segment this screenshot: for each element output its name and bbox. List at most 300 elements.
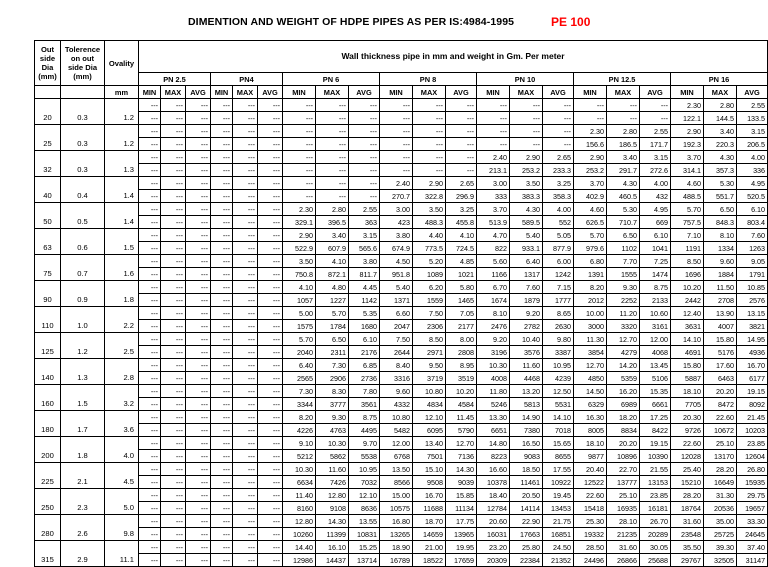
- thickness-cell: 3.50: [413, 203, 446, 216]
- weight-cell: 5176: [704, 346, 737, 359]
- weight-cell: ---: [161, 502, 186, 515]
- weight-cell: 6095: [413, 424, 446, 437]
- weight-cell: ---: [139, 242, 161, 255]
- weight-cell: ---: [161, 190, 186, 203]
- weight-cell: 314.1: [671, 164, 704, 177]
- thickness-cell: 10.20: [671, 281, 704, 294]
- table-row-thickness: [35, 99, 768, 112]
- tolerence-cell: 1.3: [61, 359, 105, 385]
- weight-cell: 21352: [543, 554, 574, 567]
- thickness-cell: ---: [161, 307, 186, 320]
- tolerence-cell: 0.7: [61, 255, 105, 281]
- thickness-cell: 3.15: [640, 151, 671, 164]
- thickness-cell: 14.80: [477, 437, 510, 450]
- weight-cell: 4936: [737, 346, 768, 359]
- weight-cell: 2176: [349, 346, 380, 359]
- header-avg: AVG: [446, 86, 477, 99]
- thickness-cell: ---: [380, 125, 413, 138]
- weight-cell: ---: [258, 112, 283, 125]
- thickness-cell: 7.70: [607, 255, 640, 268]
- weight-cell: 872.1: [316, 268, 349, 281]
- weight-cell: 16789: [380, 554, 413, 567]
- weight-cell: ---: [477, 112, 510, 125]
- outside-dia-cell: 50: [35, 203, 61, 229]
- thickness-cell: ---: [161, 99, 186, 112]
- weight-cell: ---: [139, 112, 161, 125]
- thickness-cell: 10.30: [316, 437, 349, 450]
- thickness-cell: 16.30: [574, 411, 607, 424]
- tolerence-cell: 1.2: [61, 333, 105, 359]
- thickness-cell: 10.95: [543, 359, 574, 372]
- weight-cell: 11461: [510, 476, 543, 489]
- thickness-cell: 6.40: [510, 255, 543, 268]
- weight-cell: 13265: [380, 528, 413, 541]
- header-ovality: Ovality: [105, 41, 139, 86]
- table-row-weight: [35, 424, 768, 437]
- thickness-cell: 8.10: [704, 229, 737, 242]
- table-row-weight: [35, 216, 768, 229]
- thickness-cell: 3.50: [283, 255, 316, 268]
- weight-cell: 24645: [737, 528, 768, 541]
- weight-cell: 1777: [543, 294, 574, 307]
- weight-cell: 674.9: [380, 242, 413, 255]
- ovality-cell: 2.5: [105, 333, 139, 359]
- thickness-cell: 19.45: [543, 489, 574, 502]
- weight-cell: ---: [186, 320, 211, 333]
- header-max: MAX: [233, 86, 258, 99]
- weight-cell: 206.5: [737, 138, 768, 151]
- weight-cell: 133.5: [737, 112, 768, 125]
- thickness-cell: 9.30: [316, 411, 349, 424]
- weight-cell: 10378: [477, 476, 510, 489]
- thickness-cell: 9.20: [510, 307, 543, 320]
- weight-cell: ---: [233, 528, 258, 541]
- thickness-cell: 6.80: [574, 255, 607, 268]
- tolerence-cell: 0.3: [61, 151, 105, 177]
- table-row-weight: [35, 398, 768, 411]
- weight-cell: ---: [510, 112, 543, 125]
- table-row-thickness: [35, 437, 768, 450]
- thickness-cell: 25.10: [704, 437, 737, 450]
- thickness-cell: 4.00: [543, 203, 574, 216]
- thickness-cell: 10.00: [574, 307, 607, 320]
- weight-cell: 2565: [283, 372, 316, 385]
- thickness-cell: 12.00: [640, 333, 671, 346]
- weight-cell: ---: [316, 190, 349, 203]
- weight-cell: ---: [258, 372, 283, 385]
- thickness-cell: 22.90: [510, 515, 543, 528]
- weight-cell: ---: [316, 138, 349, 151]
- weight-cell: 8422: [640, 424, 671, 437]
- weight-cell: 358.3: [543, 190, 574, 203]
- weight-cell: ---: [139, 554, 161, 567]
- weight-cell: 5790: [446, 424, 477, 437]
- weight-cell: ---: [574, 112, 607, 125]
- thickness-cell: ---: [316, 125, 349, 138]
- thickness-cell: 14.40: [283, 541, 316, 554]
- ovality-cell: 1.2: [105, 99, 139, 125]
- thickness-cell: 2.55: [349, 203, 380, 216]
- thickness-cell: 7.05: [446, 307, 477, 320]
- thickness-cell: ---: [161, 333, 186, 346]
- weight-cell: ---: [161, 372, 186, 385]
- header-avg: AVG: [349, 86, 380, 99]
- weight-cell: 3387: [543, 346, 574, 359]
- weight-cell: ---: [233, 320, 258, 333]
- weight-cell: 24496: [574, 554, 607, 567]
- thickness-cell: ---: [186, 229, 211, 242]
- weight-cell: ---: [139, 294, 161, 307]
- thickness-cell: 24.50: [543, 541, 574, 554]
- weight-cell: ---: [139, 372, 161, 385]
- thickness-cell: 35.50: [671, 541, 704, 554]
- table-row-weight: [35, 528, 768, 541]
- title-row: [0, 16, 768, 30]
- weight-cell: ---: [446, 164, 477, 177]
- thickness-cell: ---: [258, 99, 283, 112]
- weight-cell: 2808: [446, 346, 477, 359]
- thickness-cell: ---: [211, 515, 233, 528]
- thickness-cell: ---: [161, 359, 186, 372]
- weight-cell: 8834: [607, 424, 640, 437]
- weight-cell: ---: [211, 294, 233, 307]
- weight-cell: 2782: [510, 320, 543, 333]
- tolerence-cell: 1.7: [61, 411, 105, 437]
- thickness-cell: 5.80: [446, 281, 477, 294]
- thickness-cell: 8.10: [477, 307, 510, 320]
- weight-cell: ---: [446, 138, 477, 151]
- table-row-weight: [35, 476, 768, 489]
- thickness-cell: ---: [211, 463, 233, 476]
- weight-cell: ---: [258, 294, 283, 307]
- weight-cell: 2012: [574, 294, 607, 307]
- weight-cell: 192.3: [671, 138, 704, 151]
- header-max: MAX: [413, 86, 446, 99]
- thickness-cell: 20.40: [574, 463, 607, 476]
- thickness-cell: ---: [161, 463, 186, 476]
- weight-cell: ---: [258, 138, 283, 151]
- thickness-cell: ---: [380, 151, 413, 164]
- thickness-cell: ---: [233, 359, 258, 372]
- weight-cell: 13965: [446, 528, 477, 541]
- weight-cell: ---: [161, 242, 186, 255]
- thickness-cell: 23.20: [477, 541, 510, 554]
- weight-cell: ---: [258, 346, 283, 359]
- pipe-spec-body: [35, 99, 768, 567]
- thickness-cell: ---: [233, 177, 258, 190]
- thickness-cell: 3.40: [607, 151, 640, 164]
- weight-cell: 6661: [640, 398, 671, 411]
- thickness-cell: 3.70: [574, 177, 607, 190]
- weight-cell: 5212: [283, 450, 316, 463]
- weight-cell: ---: [233, 112, 258, 125]
- weight-cell: 933.1: [510, 242, 543, 255]
- thickness-cell: ---: [233, 411, 258, 424]
- weight-cell: ---: [233, 242, 258, 255]
- thickness-cell: 15.85: [446, 489, 477, 502]
- thickness-cell: ---: [233, 489, 258, 502]
- thickness-cell: 5.60: [477, 255, 510, 268]
- outside-dia-cell: 160: [35, 385, 61, 411]
- thickness-cell: ---: [139, 463, 161, 476]
- thickness-cell: 18.50: [510, 463, 543, 476]
- weight-cell: 25688: [640, 554, 671, 567]
- header-row-pn: [35, 73, 768, 86]
- weight-cell: ---: [161, 476, 186, 489]
- weight-cell: 13777: [607, 476, 640, 489]
- thickness-cell: ---: [211, 99, 233, 112]
- ovality-cell: 9.8: [105, 515, 139, 541]
- thickness-cell: 18.10: [574, 437, 607, 450]
- table-row-thickness: [35, 463, 768, 476]
- thickness-cell: ---: [161, 437, 186, 450]
- thickness-cell: 3.70: [671, 151, 704, 164]
- weight-cell: 4279: [607, 346, 640, 359]
- thickness-cell: 6.10: [349, 333, 380, 346]
- thickness-cell: ---: [211, 125, 233, 138]
- thickness-cell: 12.70: [446, 437, 477, 450]
- outside-dia-cell: 20: [35, 99, 61, 125]
- weight-cell: ---: [161, 320, 186, 333]
- weight-cell: ---: [139, 502, 161, 515]
- weight-cell: 7136: [446, 450, 477, 463]
- weight-cell: 626.5: [574, 216, 607, 229]
- thickness-cell: 17.25: [640, 411, 671, 424]
- table-row-thickness: [35, 489, 768, 502]
- thickness-cell: 13.40: [413, 437, 446, 450]
- thickness-cell: ---: [607, 99, 640, 112]
- thickness-cell: 13.15: [737, 307, 768, 320]
- thickness-cell: 12.80: [283, 515, 316, 528]
- thickness-cell: 9.80: [543, 333, 574, 346]
- thickness-cell: 8.95: [446, 359, 477, 372]
- thickness-cell: ---: [186, 203, 211, 216]
- weight-cell: ---: [477, 138, 510, 151]
- tolerence-cell: 2.6: [61, 515, 105, 541]
- weight-cell: 10922: [543, 476, 574, 489]
- header-avg: AVG: [186, 86, 211, 99]
- thickness-cell: 25.80: [510, 541, 543, 554]
- weight-cell: ---: [139, 138, 161, 151]
- thickness-cell: 6.70: [477, 281, 510, 294]
- thickness-cell: 6.10: [640, 229, 671, 242]
- weight-cell: ---: [186, 398, 211, 411]
- thickness-cell: 16.70: [413, 489, 446, 502]
- weight-cell: 23548: [671, 528, 704, 541]
- thickness-cell: 6.40: [283, 359, 316, 372]
- thickness-cell: 22.60: [704, 411, 737, 424]
- thickness-cell: ---: [211, 411, 233, 424]
- weight-cell: 10203: [737, 424, 768, 437]
- weight-cell: 322.8: [413, 190, 446, 203]
- thickness-cell: 8.20: [574, 281, 607, 294]
- weight-cell: ---: [211, 268, 233, 281]
- weight-cell: 1391: [574, 268, 607, 281]
- weight-cell: 9508: [413, 476, 446, 489]
- thickness-cell: 13.45: [640, 359, 671, 372]
- weight-cell: 272.6: [640, 164, 671, 177]
- weight-cell: ---: [211, 242, 233, 255]
- header-pn-group: PN 8: [380, 73, 477, 86]
- weight-cell: ---: [186, 294, 211, 307]
- thickness-cell: ---: [258, 229, 283, 242]
- thickness-cell: ---: [161, 281, 186, 294]
- thickness-cell: ---: [139, 411, 161, 424]
- weight-cell: 1555: [607, 268, 640, 281]
- table-row-weight: [35, 138, 768, 151]
- thickness-cell: ---: [477, 125, 510, 138]
- thickness-cell: 19.15: [737, 385, 768, 398]
- thickness-cell: 13.55: [349, 515, 380, 528]
- weight-cell: ---: [211, 320, 233, 333]
- weight-cell: 6989: [607, 398, 640, 411]
- weight-cell: 710.7: [607, 216, 640, 229]
- header-avg: AVG: [543, 86, 574, 99]
- weight-cell: 1680: [349, 320, 380, 333]
- header-max: MAX: [510, 86, 543, 99]
- thickness-cell: ---: [139, 515, 161, 528]
- thickness-cell: 2.55: [640, 125, 671, 138]
- weight-cell: 565.6: [349, 242, 380, 255]
- thickness-cell: 14.95: [737, 333, 768, 346]
- thickness-cell: 6.50: [704, 203, 737, 216]
- thickness-cell: ---: [446, 99, 477, 112]
- weight-cell: ---: [233, 268, 258, 281]
- thickness-cell: 28.10: [607, 515, 640, 528]
- weight-cell: 2047: [380, 320, 413, 333]
- weight-cell: ---: [211, 112, 233, 125]
- weight-cell: 3777: [316, 398, 349, 411]
- weight-cell: ---: [258, 398, 283, 411]
- weight-cell: ---: [211, 346, 233, 359]
- weight-cell: ---: [161, 164, 186, 177]
- thickness-cell: 14.50: [574, 385, 607, 398]
- weight-cell: 488.3: [413, 216, 446, 229]
- thickness-cell: ---: [258, 333, 283, 346]
- thickness-cell: 15.10: [413, 463, 446, 476]
- weight-cell: ---: [161, 398, 186, 411]
- thickness-cell: 3.00: [380, 203, 413, 216]
- thickness-cell: 13.30: [477, 411, 510, 424]
- thickness-cell: ---: [543, 125, 574, 138]
- weight-cell: 2133: [640, 294, 671, 307]
- weight-cell: 1559: [413, 294, 446, 307]
- thickness-cell: 22.60: [671, 437, 704, 450]
- outside-dia-cell: 125: [35, 333, 61, 359]
- weight-cell: ---: [161, 268, 186, 281]
- table-row-thickness: [35, 307, 768, 320]
- thickness-cell: ---: [211, 385, 233, 398]
- thickness-cell: 2.90: [283, 229, 316, 242]
- weight-cell: 8005: [574, 424, 607, 437]
- thickness-cell: 4.10: [283, 281, 316, 294]
- weight-cell: 2040: [283, 346, 316, 359]
- thickness-cell: 4.30: [607, 177, 640, 190]
- thickness-cell: 15.35: [640, 385, 671, 398]
- weight-cell: 13153: [640, 476, 671, 489]
- thickness-cell: ---: [349, 151, 380, 164]
- thickness-cell: 7.10: [671, 229, 704, 242]
- weight-cell: 9726: [671, 424, 704, 437]
- thickness-cell: 11.60: [510, 359, 543, 372]
- thickness-cell: ---: [380, 99, 413, 112]
- weight-cell: ---: [139, 528, 161, 541]
- thickness-cell: ---: [543, 99, 574, 112]
- thickness-cell: 6.10: [737, 203, 768, 216]
- thickness-cell: ---: [186, 463, 211, 476]
- thickness-cell: 4.85: [446, 255, 477, 268]
- weight-cell: ---: [283, 164, 316, 177]
- weight-cell: ---: [161, 216, 186, 229]
- weight-cell: ---: [161, 554, 186, 567]
- table-row-thickness: [35, 255, 768, 268]
- thickness-cell: 12.70: [607, 333, 640, 346]
- header-pn-group: PN 2.5: [139, 73, 211, 86]
- weight-cell: ---: [349, 164, 380, 177]
- thickness-cell: 17.60: [704, 359, 737, 372]
- thickness-cell: 20.20: [607, 437, 640, 450]
- thickness-cell: 5.35: [349, 307, 380, 320]
- weight-cell: 2442: [671, 294, 704, 307]
- thickness-cell: 8.75: [349, 411, 380, 424]
- ovality-cell: 1.2: [105, 125, 139, 151]
- thickness-cell: ---: [186, 411, 211, 424]
- thickness-cell: 11.80: [477, 385, 510, 398]
- thickness-cell: ---: [233, 515, 258, 528]
- thickness-cell: 4.95: [737, 177, 768, 190]
- weight-cell: ---: [380, 112, 413, 125]
- weight-cell: 1696: [671, 268, 704, 281]
- weight-cell: ---: [186, 476, 211, 489]
- thickness-cell: 25.10: [607, 489, 640, 502]
- thickness-cell: ---: [640, 99, 671, 112]
- weight-cell: ---: [283, 112, 316, 125]
- thickness-cell: 20.60: [477, 515, 510, 528]
- weight-cell: 213.1: [477, 164, 510, 177]
- thickness-cell: ---: [258, 255, 283, 268]
- weight-cell: 3821: [737, 320, 768, 333]
- weight-cell: 3631: [671, 320, 704, 333]
- weight-cell: ---: [258, 502, 283, 515]
- weight-cell: 2708: [704, 294, 737, 307]
- thickness-cell: 4.95: [640, 203, 671, 216]
- tolerence-cell: 0.5: [61, 203, 105, 229]
- table-row-thickness: [35, 515, 768, 528]
- thickness-cell: ---: [316, 151, 349, 164]
- thickness-cell: ---: [574, 99, 607, 112]
- weight-cell: ---: [640, 112, 671, 125]
- thickness-cell: ---: [258, 281, 283, 294]
- thickness-cell: 9.50: [413, 359, 446, 372]
- thickness-cell: 21.45: [737, 411, 768, 424]
- weight-cell: 31147: [737, 554, 768, 567]
- thickness-cell: 8.40: [380, 359, 413, 372]
- thickness-cell: ---: [139, 281, 161, 294]
- thickness-cell: ---: [510, 125, 543, 138]
- thickness-cell: ---: [233, 463, 258, 476]
- weight-cell: ---: [186, 346, 211, 359]
- thickness-cell: ---: [186, 255, 211, 268]
- weight-cell: 7426: [316, 476, 349, 489]
- weight-cell: 8160: [283, 502, 316, 515]
- thickness-cell: ---: [139, 177, 161, 190]
- thickness-cell: 7.80: [349, 385, 380, 398]
- thickness-cell: 28.20: [671, 489, 704, 502]
- thickness-cell: 2.90: [574, 151, 607, 164]
- thickness-cell: 7.60: [737, 229, 768, 242]
- header-pn-group: PN4: [211, 73, 283, 86]
- weight-cell: ---: [139, 450, 161, 463]
